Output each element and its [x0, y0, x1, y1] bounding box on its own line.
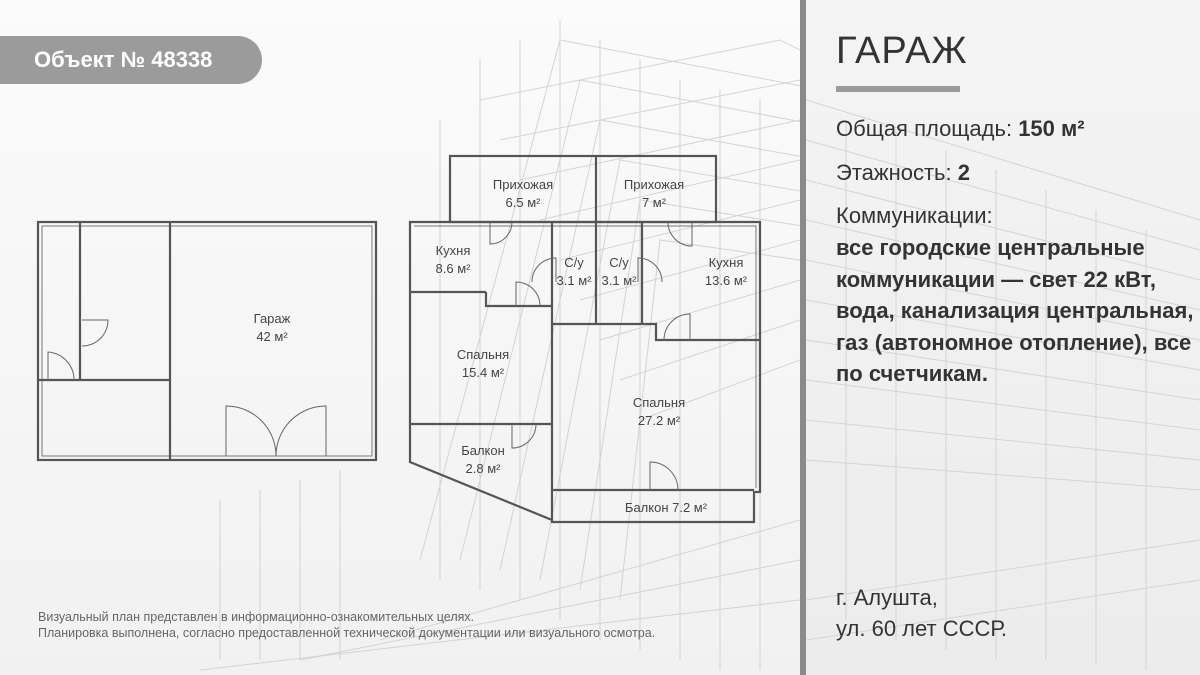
floors-label: Этажность: — [836, 160, 952, 185]
page-title: ГАРАЖ — [836, 30, 968, 72]
room-name-garage: Гараж — [253, 311, 291, 326]
address — [836, 582, 1007, 644]
address-line-2: ул. 60 лет СССР. — [836, 616, 1007, 641]
room-area-wc-1: 3.1 м² — [556, 273, 592, 288]
room-area-bedroom-1: 15.4 м² — [461, 365, 505, 380]
disclaimer — [38, 609, 778, 641]
room-area-kitchen-1: 8.6 м² — [435, 261, 471, 276]
area-value: 150 м² — [1018, 116, 1085, 141]
room-area-balcony-1: 2.8 м² — [465, 461, 501, 476]
area-row — [836, 116, 1085, 142]
communications-label: Коммуникации: — [836, 203, 993, 228]
room-name-kitchen-1: Кухня — [435, 243, 471, 258]
room-name-wc-1: С/у — [564, 255, 584, 270]
room-name-bedroom-2: Спальня — [632, 395, 686, 410]
floors-value: 2 — [957, 160, 971, 185]
communications-text: все городские центральные коммуникации — свет 22 кВт, вода, канализация центральная, газ (автономное отопление), все по счетчикам. — [836, 235, 1194, 386]
area-label: Общая площадь: — [836, 116, 1013, 141]
object-number-text: Объект № 48338 — [34, 47, 213, 72]
floors-row — [836, 160, 970, 186]
room-name-balcony-1: Балкон — [461, 443, 505, 458]
room-area-bedroom-2: 27.2 м² — [637, 413, 681, 428]
room-area-kitchen-2: 13.6 м² — [704, 273, 748, 288]
room-name-wc-2: С/у — [609, 255, 629, 270]
room-area-hall-1: 6.5 м² — [505, 195, 541, 210]
room-name-bedroom-1: Спальня — [456, 347, 510, 362]
garage-building — [38, 222, 376, 460]
room-label-balcony-2: Балкон 7.2 м² — [624, 500, 708, 515]
house-plan — [410, 156, 760, 522]
disclaimer-line-1: Визуальный план представлен в информационно-ознакомительных целях. — [38, 610, 475, 624]
room-area-hall-2: 7 м² — [641, 195, 667, 210]
address-line-1: г. Алушта, — [836, 585, 938, 610]
room-name-hall-1: Прихожая — [492, 177, 554, 192]
info-pane — [806, 0, 1200, 675]
room-area-garage: 42 м² — [256, 329, 288, 344]
room-area-wc-2: 3.1 м² — [601, 273, 637, 288]
title-underline — [836, 86, 960, 92]
room-name-hall-2: Прихожая — [623, 177, 685, 192]
disclaimer-line-2: Планировка выполнена, согласно предоставленной технической документации или визуального осмотра. — [38, 626, 656, 640]
room-name-kitchen-2: Кухня — [708, 255, 744, 270]
